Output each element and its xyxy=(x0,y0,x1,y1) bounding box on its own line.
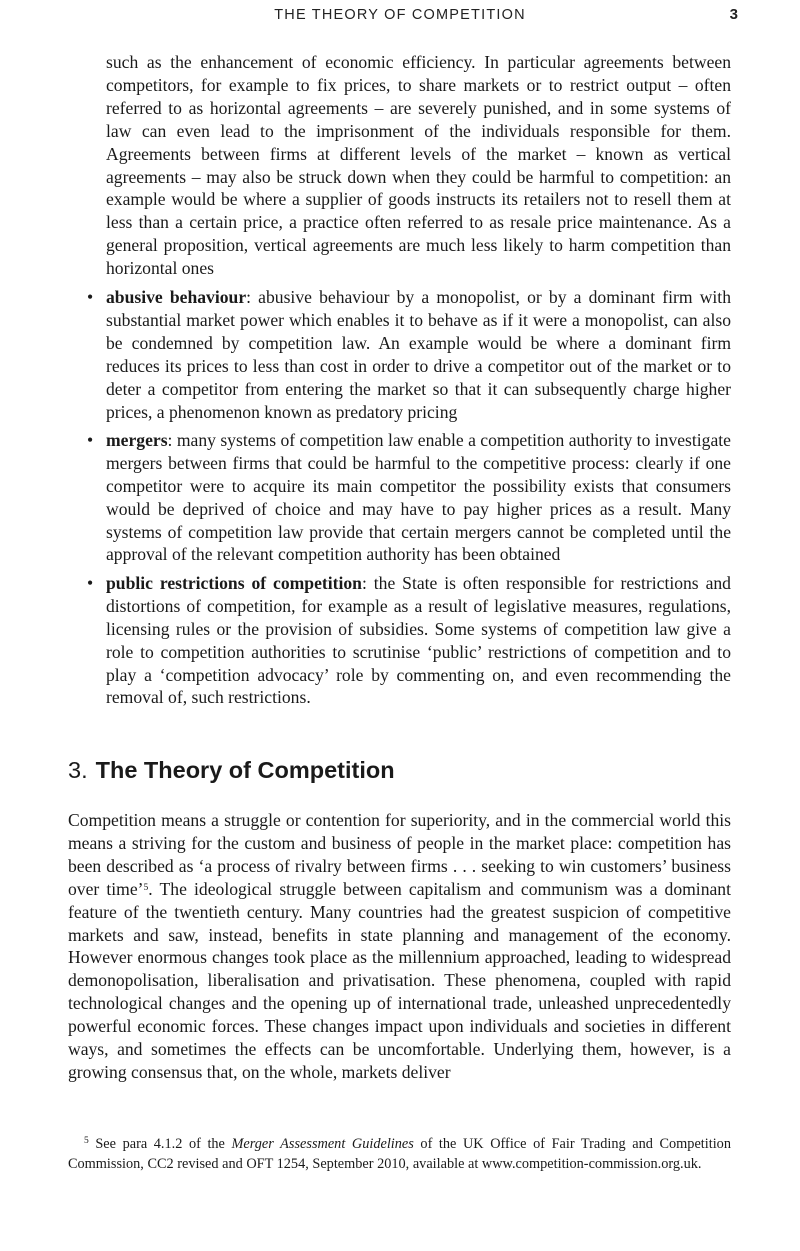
page-number: 3 xyxy=(729,6,738,23)
footnote-text: of the UK Office of Fair Trading and Competition Commission, CC2 revised and OFT 1254, September 2010, available at www.competition-commission.org.uk. xyxy=(68,1136,731,1172)
bullet-marker: • xyxy=(87,429,94,450)
footnote-marker: 5 xyxy=(84,1136,89,1146)
running-head: THE THEORY OF COMPETITION xyxy=(274,7,526,23)
bullet-term: public restrictions of competition xyxy=(106,572,362,593)
bullet-marker: • xyxy=(87,572,94,593)
bullet-term: abusive behaviour xyxy=(106,287,247,307)
footnote-cited-title: Merger Assessment Guidelines xyxy=(231,1136,414,1152)
bullet-item-public-restrictions xyxy=(68,572,731,709)
bullet-text: : the State is often responsible for restrictions and distortions of competition, for example as a result of legislative measures, regulations, licensing rules or the provision of subsidies. Some systems of competition law give a role to competition authorities to scrutinise ‘public’ restrictions of competition and to play a ‘competition advocacy’ role by commenting on, and even recommending the removal of, such restrictions. xyxy=(106,572,731,708)
body-text-part-2: . The ideological struggle between capitalism and communism was a dominant feature of the twentieth century. Many countries had the greatest suspicion of competitive markets and saw, instead, benefits in state planning and management of the economy. However enormous changes took place as the millennium approached, leading to widespread demonopolisation, liberalisation and privatisation. These phenomena, coupled with rapid technological changes and the opening up of international trade, unleashed unprecedentedly powerful economic forces. These changes impact upon individuals and societies in different ways, and sometimes the effects can be uncomfortable. Underlying them, however, is a growing consensus that, on the whole, markets deliver xyxy=(68,878,731,1082)
footnote-lead: See para 4.1.2 of the xyxy=(88,1136,232,1152)
bullet-list xyxy=(68,286,731,715)
footnote-reference[interactable]: 5 xyxy=(143,882,149,893)
footnote xyxy=(68,1135,731,1174)
bullet-item-mergers xyxy=(68,429,731,566)
bullet-term: mergers xyxy=(106,429,168,450)
bullet-item-abusive-behaviour xyxy=(68,286,731,423)
bullet-marker: • xyxy=(87,287,94,307)
bullet-text: : abusive behaviour by a monopolist, or by a dominant firm with substantial market power which enables it to behave as if it were a monopolist, can also be condemned by competition law. An example would be where a dominant firm reduces its prices to less than cost in order to drive a competitor out of the market or to deter a competitor from entering the market so that it can subsequently charge higher prices, a phenomenon known as predatory pricing xyxy=(106,287,731,422)
continued-bullet-text: such as the enhancement of economic efficiency. In particular agreements between competitors, for example to fix prices, to share markets or to restrict output – often referred to as horizontal agreements – are severely punished, and in some systems of law can even lead to the imprisonment of the individuals responsible for them. Agreements between firms at different levels of the market – known as vertical agreements – may also be struck down when they could be harmful to competition: an example would be where a supplier of goods instructs its retailers not to resell them at less than a certain price, a practice often referred to as resale price maintenance. As a general proposition, vertical agreements are much less likely to harm competition than horizontal ones xyxy=(106,52,731,279)
body-text-part-1: Competition means a struggle or contention for superiority, and in the commercial world this means a striving for the custom and business of people in the market place: competition has been described as ‘a process of rivalry between firms . . . seeking to win customers’ business over time’ xyxy=(68,810,731,899)
section-title: The Theory of Competition xyxy=(95,757,395,783)
body-paragraph xyxy=(68,809,731,1084)
section-heading xyxy=(68,757,748,784)
bullet-text: : many systems of competition law enable a competition authority to investigate mergers between firms that could be harmful to the competitive process: clearly if one competitor were to acquire its main competitor the possibility exists that consumers would be deprived of choice and may have to pay higher prices as a result. Many systems of competition law provide that certain mergers cannot be completed until the approval of the relevant competition authority has been obtained xyxy=(106,429,731,565)
section-number: 3. xyxy=(68,757,88,783)
